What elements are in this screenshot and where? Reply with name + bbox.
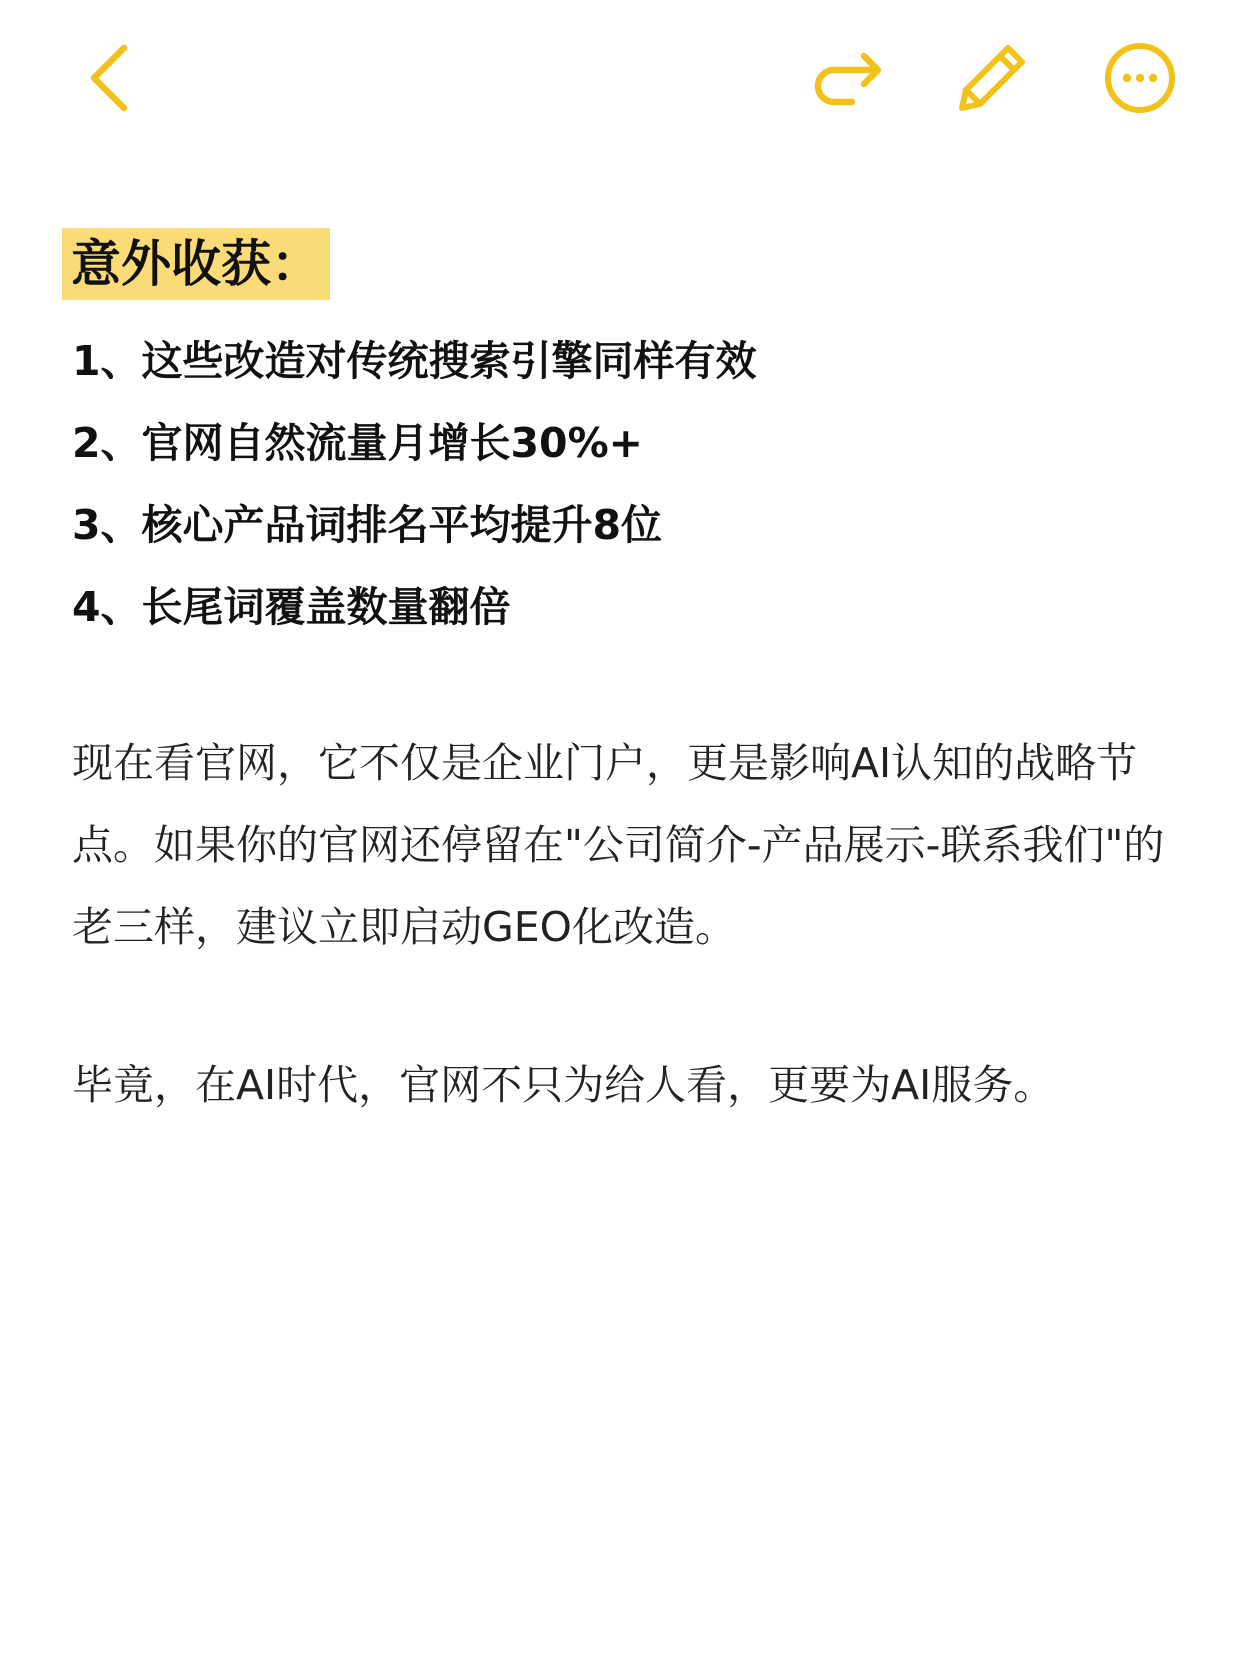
chevron-left-icon (80, 38, 140, 118)
more-horizontal-circle-icon (1098, 36, 1182, 120)
list-item: 4、长尾词覆盖数量翻倍 (72, 583, 511, 631)
paragraph-line: 点。如果你的官网还停留在"公司简介-产品展示-联系我们"的 (72, 821, 1165, 869)
pencil-icon (950, 36, 1034, 120)
list-item: 1、这些改造对传统搜索引擎同样有效 (72, 337, 757, 385)
back-button[interactable] (80, 38, 140, 118)
section-heading: 意外收获： (62, 228, 330, 300)
body-paragraph (72, 722, 1232, 968)
edit-button[interactable] (950, 36, 1034, 120)
more-button[interactable] (1098, 36, 1182, 120)
list-item: 3、核心产品词排名平均提升8位 (72, 501, 663, 549)
paragraph-line: 毕竟，在AI时代，官网不只为给人看，更要为AI服务。 (72, 1061, 1055, 1109)
closing-paragraph (72, 1044, 1232, 1126)
list-item: 2、官网自然流量月增长30%+ (72, 419, 644, 467)
paragraph-line: 老三样，建议立即启动GEO化改造。 (72, 903, 736, 951)
note-toolbar (0, 0, 1242, 160)
redo-arrow-icon (812, 40, 888, 116)
result-list (72, 320, 757, 648)
share-button[interactable] (812, 40, 888, 116)
paragraph-line: 现在看官网，它不仅是企业门户，更是影响AI认知的战略节 (72, 739, 1138, 787)
